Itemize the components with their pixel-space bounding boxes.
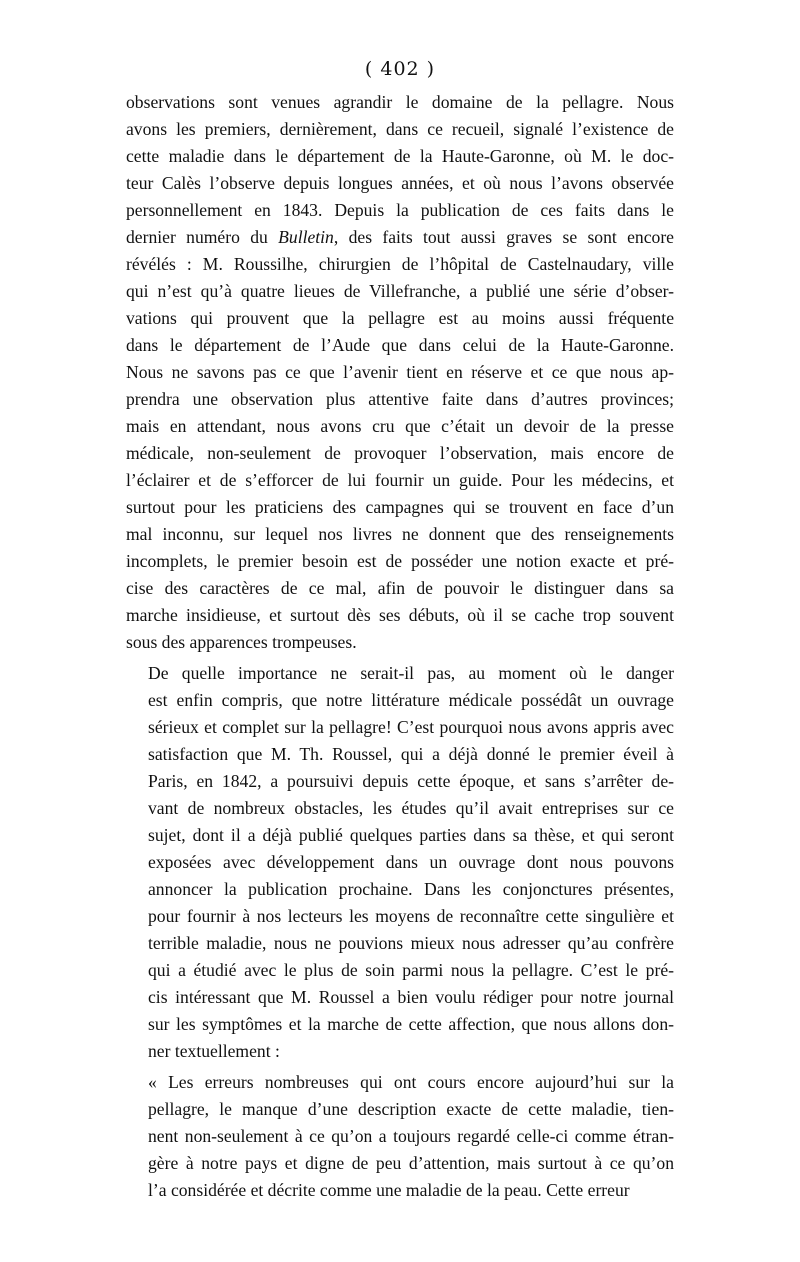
text-line: avons les premiers, dernièrement, dans ce recueil, signalé l’existence de — [126, 119, 674, 139]
text-line: observations sont venues agrandir le domaine de la pellagre. Nous — [126, 92, 674, 112]
journal-title: Bulletin — [278, 227, 334, 247]
text-line: nent non-seulement à ce qu’on a toujours regardé celle-ci comme étran- — [148, 1126, 674, 1146]
text-line: terrible maladie, nous ne pouvions mieux nous adresser qu’au confrère — [148, 933, 674, 953]
text-line: « Les erreurs nombreuses qui ont cours encore aujourd’hui sur la — [148, 1072, 674, 1092]
text-line: gère à notre pays et digne de peu d’attention, mais surtout à ce qu’on — [148, 1153, 674, 1173]
text-line: mais en attendant, nous avons cru que c’était un devoir de la presse — [126, 416, 674, 436]
text-line: ner textuellement : — [148, 1041, 280, 1061]
text-line: annoncer la publication prochaine. Dans les conjonctures présentes, — [148, 879, 674, 899]
text-line: pellagre, le manque d’une description exacte de cette maladie, tien- — [148, 1099, 674, 1119]
text-line: satisfaction que M. Th. Roussel, qui a déjà donné le premier éveil à — [148, 744, 674, 764]
text-line: Paris, en 1842, a poursuivi depuis cette époque, et sans s’arrêter de- — [148, 771, 674, 791]
text-line: cette maladie dans le département de la Haute-Garonne, où M. le doc- — [126, 146, 674, 166]
text-line: teur Calès l’observe depuis longues années, et où nous l’avons observée — [126, 173, 674, 193]
text-line: l’éclairer et de s’efforcer de lui fournir un guide. Pour les médecins, et — [126, 470, 674, 490]
text-line: cis intéressant que M. Roussel a bien voulu rédiger pour notre journal — [148, 987, 674, 1007]
text-line: cise des caractères de ce mal, afin de pouvoir le distinguer dans sa — [126, 578, 674, 598]
text-line: prendra une observation plus attentive faite dans d’autres provinces; — [126, 389, 674, 409]
text-line: médicale, non-seulement de provoquer l’observation, mais encore de — [126, 443, 674, 463]
text-line: surtout pour les praticiens des campagnes qui se trouvent en face d’un — [126, 497, 674, 517]
text-line: marche insidieuse, et surtout dès ses débuts, où il se cache trop souvent — [126, 605, 674, 625]
text-line: vant de nombreux obstacles, les études qu’il avait entreprises sur ce — [148, 798, 674, 818]
text-line: sous des apparences trompeuses. — [126, 632, 357, 652]
text-line: personnellement en 1843. Depuis la publication de ces faits dans le — [126, 200, 674, 220]
body-text — [126, 89, 674, 1204]
text-line: sur les symptômes et la marche de cette affection, que nous allons don- — [148, 1014, 674, 1034]
text-line: incomplets, le premier besoin est de posséder une notion exacte et pré- — [126, 551, 674, 571]
text-line: dernier numéro du Bulletin, des faits tout aussi graves se sont encore — [126, 227, 674, 247]
text-line: De quelle importance ne serait-il pas, au moment où le danger — [148, 663, 674, 683]
text-line: Nous ne savons pas ce que l’avenir tient en réserve et ce que nous ap- — [126, 362, 674, 382]
paragraph — [126, 1069, 674, 1204]
text-line: vations qui prouvent que la pellagre est au moins aussi fréquente — [126, 308, 674, 328]
text-line: pour fournir à nos lecteurs les moyens de reconnaître cette singulière et — [148, 906, 674, 926]
text-line: qui a étudié avec le plus de soin parmi nous la pellagre. C’est le pré- — [148, 960, 674, 980]
text-line: est enfin compris, que notre littérature médicale possédât un ouvrage — [148, 690, 674, 710]
text-line: exposées avec développement dans un ouvrage dont nous pouvons — [148, 852, 674, 872]
text-line: sujet, dont il a déjà publié quelques parties dans sa thèse, et qui seront — [148, 825, 674, 845]
text-line: sérieux et complet sur la pellagre! C’est pourquoi nous avons appris avec — [148, 717, 674, 737]
paragraph — [126, 89, 674, 656]
text-line: dans le département de l’Aude que dans celui de la Haute-Garonne. — [126, 335, 674, 355]
page-number: ( 402 ) — [364, 58, 436, 80]
text-line: révélés : M. Roussilhe, chirurgien de l’hôpital de Castelnaudary, ville — [126, 254, 674, 274]
text-line: qui n’est qu’à quatre lieues de Villefranche, a publié une série d’obser- — [126, 281, 674, 301]
text-line: mal inconnu, sur lequel nos livres ne donnent que des renseignements — [126, 524, 674, 544]
paragraph — [126, 660, 674, 1065]
text-line: l’a considérée et décrite comme une maladie de la peau. Cette erreur — [148, 1180, 630, 1200]
